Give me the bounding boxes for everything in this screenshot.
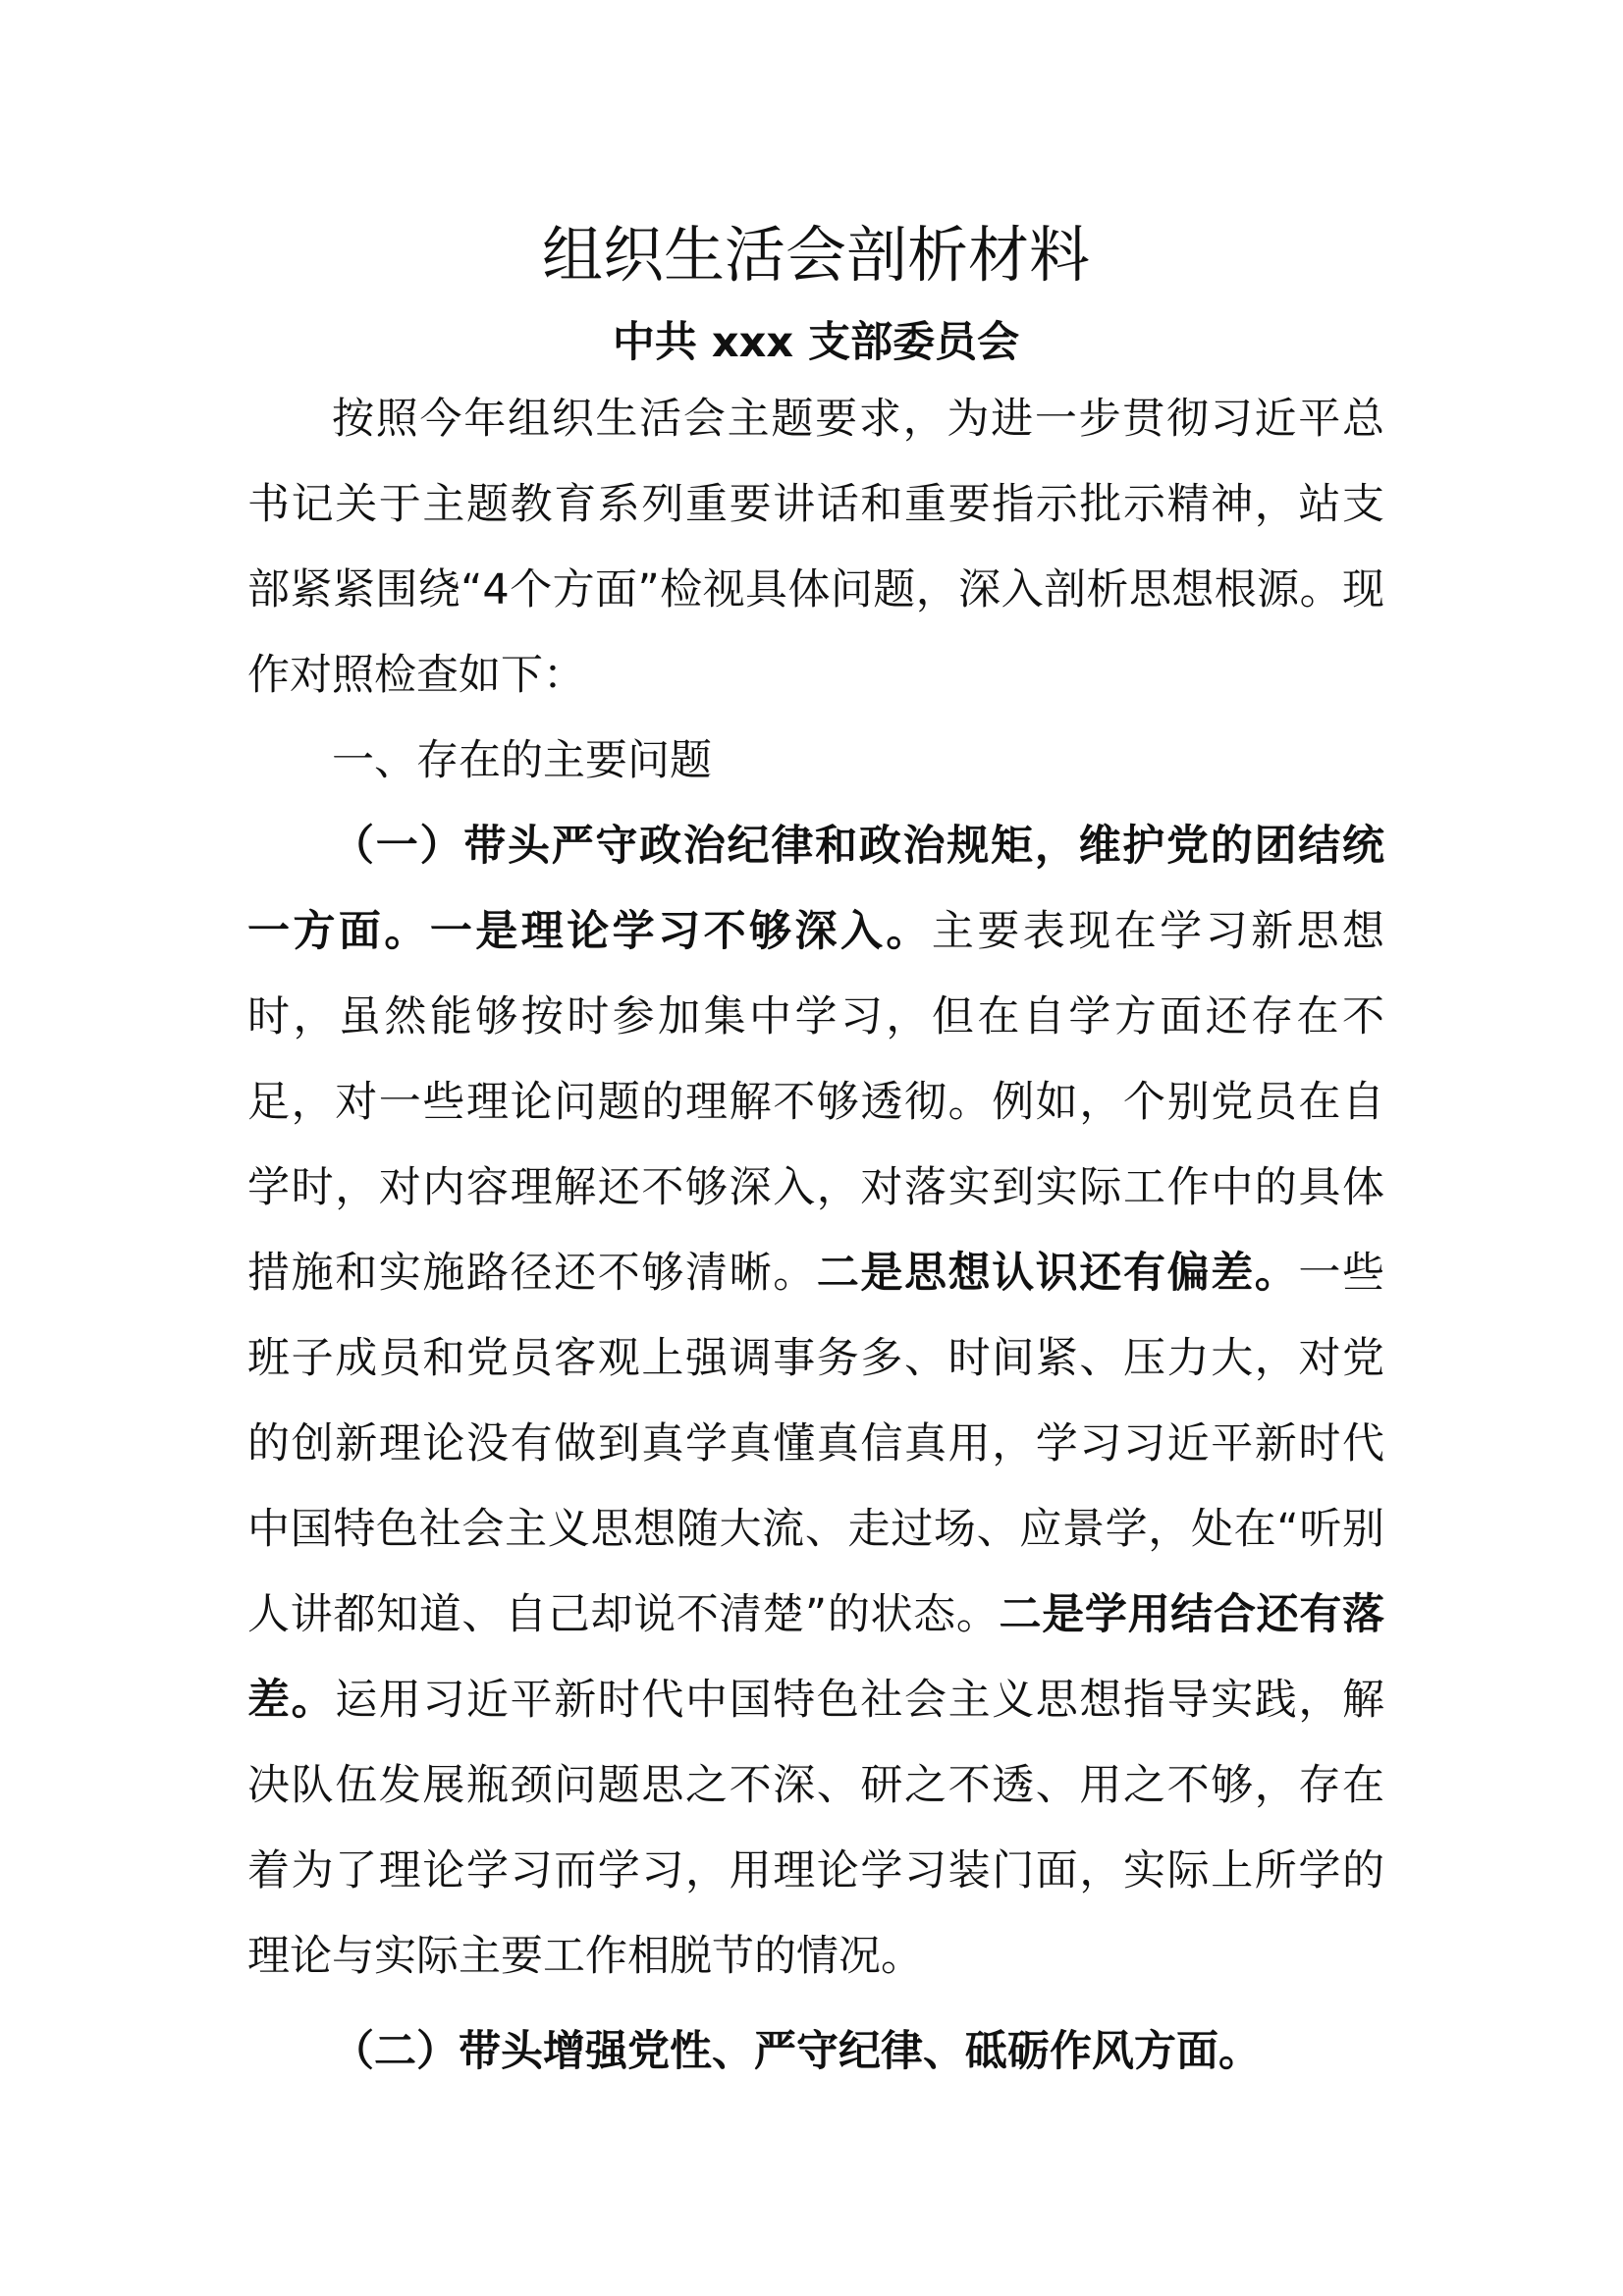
point-two-text: 一些班子成员和党员客观上强调事务多、时间紧、压力大，对党的创新理论没有做到真学真懂真信真用，学习习近平新时代中国特色社会主义思想随大流、走过场、应景学，处在“听别人讲都知道、自己却说不清楚”的状态。 <box>247 1249 1385 1639</box>
document-subtitle: 中共 xxx 支部委员会 <box>612 318 1020 367</box>
point-one-text: 主要表现在学习新思想时，虽然能够按时参加集中学习，但在自学方面还存在不足，对一些理论问题的理解不够透彻。例如，个别党员在自学时，对内容理解还不够深入，对落实到实际工作中的具体措施和实施路径还不够清晰。 <box>247 907 1385 1298</box>
intro-paragraph: 按照今年组织生活会主题要求，为进一步贯彻习近平总书记关于主题教育系列重要讲话和重要指示批示精神，站支部紧紧围绕“4个方面”检视具体问题，深入剖析思想根源。现作对照检查如下： <box>247 395 1384 700</box>
subsection-one-heading: （一）带头严守政治纪律和政治规矩，维护党的团结统一方面。 <box>247 822 1384 956</box>
subsection-two-heading: （二）带头增强党性、严守纪律、砥砺作风方面。 <box>332 2027 1261 2076</box>
document-title: 组织生活会剖析材料 <box>541 219 1090 291</box>
section-one-paragraph <box>247 804 1384 2000</box>
document-content <box>247 206 1384 2095</box>
point-one-heading: 一是理论学习不够深入。 <box>429 907 932 956</box>
section-two-paragraph <box>247 2009 1384 2095</box>
point-three-heading: 二是学用结合还有落差。 <box>247 1590 1384 1725</box>
point-three-text: 运用习近平新时代中国特色社会主义思想指导实践，解决队伍发展瓶颈问题思之不深、研之不透、用之不够，存在着为了理论学习而学习，用理论学习装门面，实际上所学的理论与实际主要工作相脱节的情况。 <box>247 1676 1385 1981</box>
section-heading: 一、存在的主要问题 <box>332 736 712 785</box>
point-two-heading: 二是思想认识还有偏差。 <box>816 1249 1299 1298</box>
